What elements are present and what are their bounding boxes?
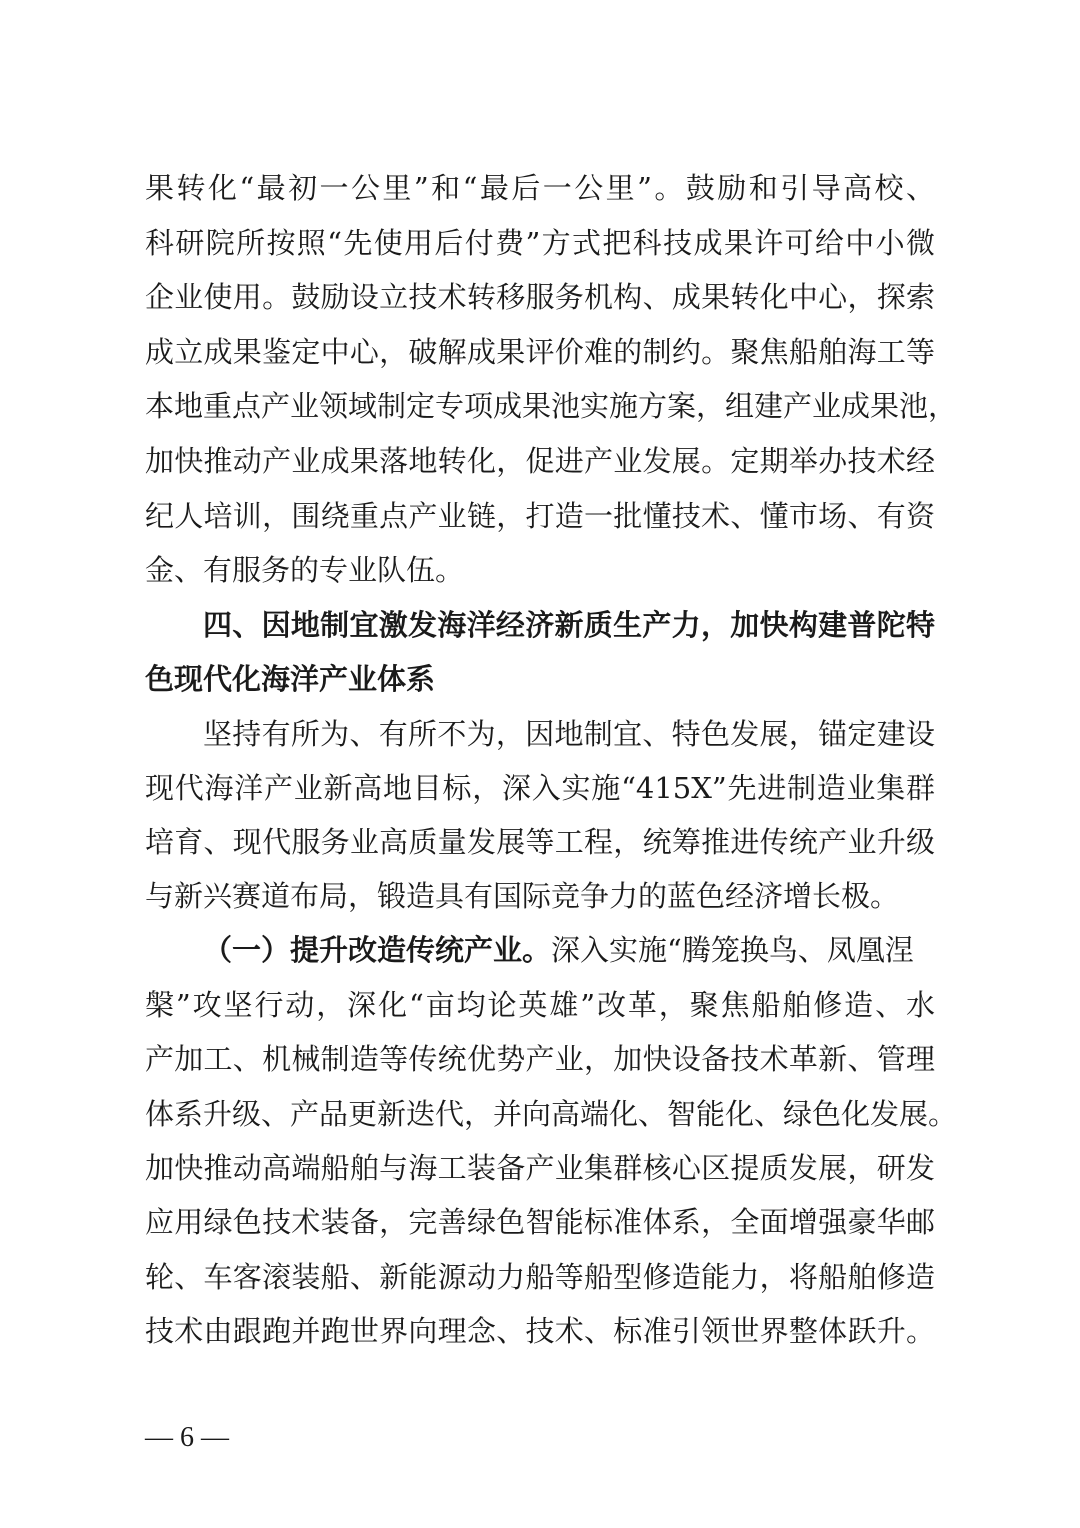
text-line: 金、有服务的专业队伍。 [145, 553, 465, 587]
text-line: 科研院所按照“先使用后付费”方式把科技成果许可给中小微 [145, 226, 935, 260]
text-line: 加快推动高端船舶与海工装备产业集群核心区提质发展，研发 [145, 1151, 935, 1185]
text-line: 企业使用。鼓励设立技术转移服务机构、成果转化中心，探索 [145, 280, 935, 314]
text-line: 体系升级、产品更新迭代，并向高端化、智能化、绿色化发展。 [145, 1097, 958, 1131]
text-line: 槃”攻坚行动，深化“亩均论英雄”改革，聚焦船舶修造、水 [145, 988, 935, 1022]
text-line: 坚持有所为、有所不为，因地制宜、特色发展，锚定建设 [203, 717, 935, 751]
subsection-lead: （一）提升改造传统产业。 [203, 933, 552, 967]
page-number: — 6 — [145, 1422, 229, 1453]
text-line: 技术由跟跑并跑世界向理念、技术、标准引领世界整体跃升。 [145, 1314, 935, 1348]
heading-line: 色现代化海洋产业体系 [145, 662, 436, 696]
text-line: 应用绿色技术装备，完善绿色智能标准体系，全面增强豪华邮 [145, 1205, 935, 1239]
text-line: 加快推动产业成果落地转化，促进产业发展。定期举办技术经 [145, 444, 935, 478]
text-line: 培育、现代服务业高质量发展等工程，统筹推进传统产业升级 [145, 825, 935, 859]
text-line: 纪人培训，围绕重点产业链，打造一批懂技术、懂市场、有资 [145, 499, 935, 533]
text-line: 本地重点产业领域制定专项成果池实施方案，组建产业成果池， [145, 389, 958, 423]
heading-line: 四、因地制宜激发海洋经济新质生产力，加快构建普陀特 [203, 608, 935, 642]
text-span: 深入实施“腾笼换鸟、凤凰涅 [551, 933, 914, 967]
text-line: 轮、车客滚装船、新能源动力船等船型修造能力，将船舶修造 [145, 1260, 935, 1294]
text-line: 成立成果鉴定中心，破解成果评价难的制约。聚焦船舶海工等 [145, 335, 935, 369]
text-line: 果转化“最初一公里”和“最后一公里”。鼓励和引导高校、 [145, 171, 935, 205]
text-line: 产加工、机械制造等传统优势产业，加快设备技术革新、管理 [145, 1042, 935, 1076]
text-line: 与新兴赛道布局，锻造具有国际竞争力的蓝色经济增长极。 [145, 879, 900, 913]
text-line [203, 930, 935, 970]
text-line: 现代海洋产业新高地目标，深入实施“415X”先进制造业集群 [145, 771, 935, 805]
